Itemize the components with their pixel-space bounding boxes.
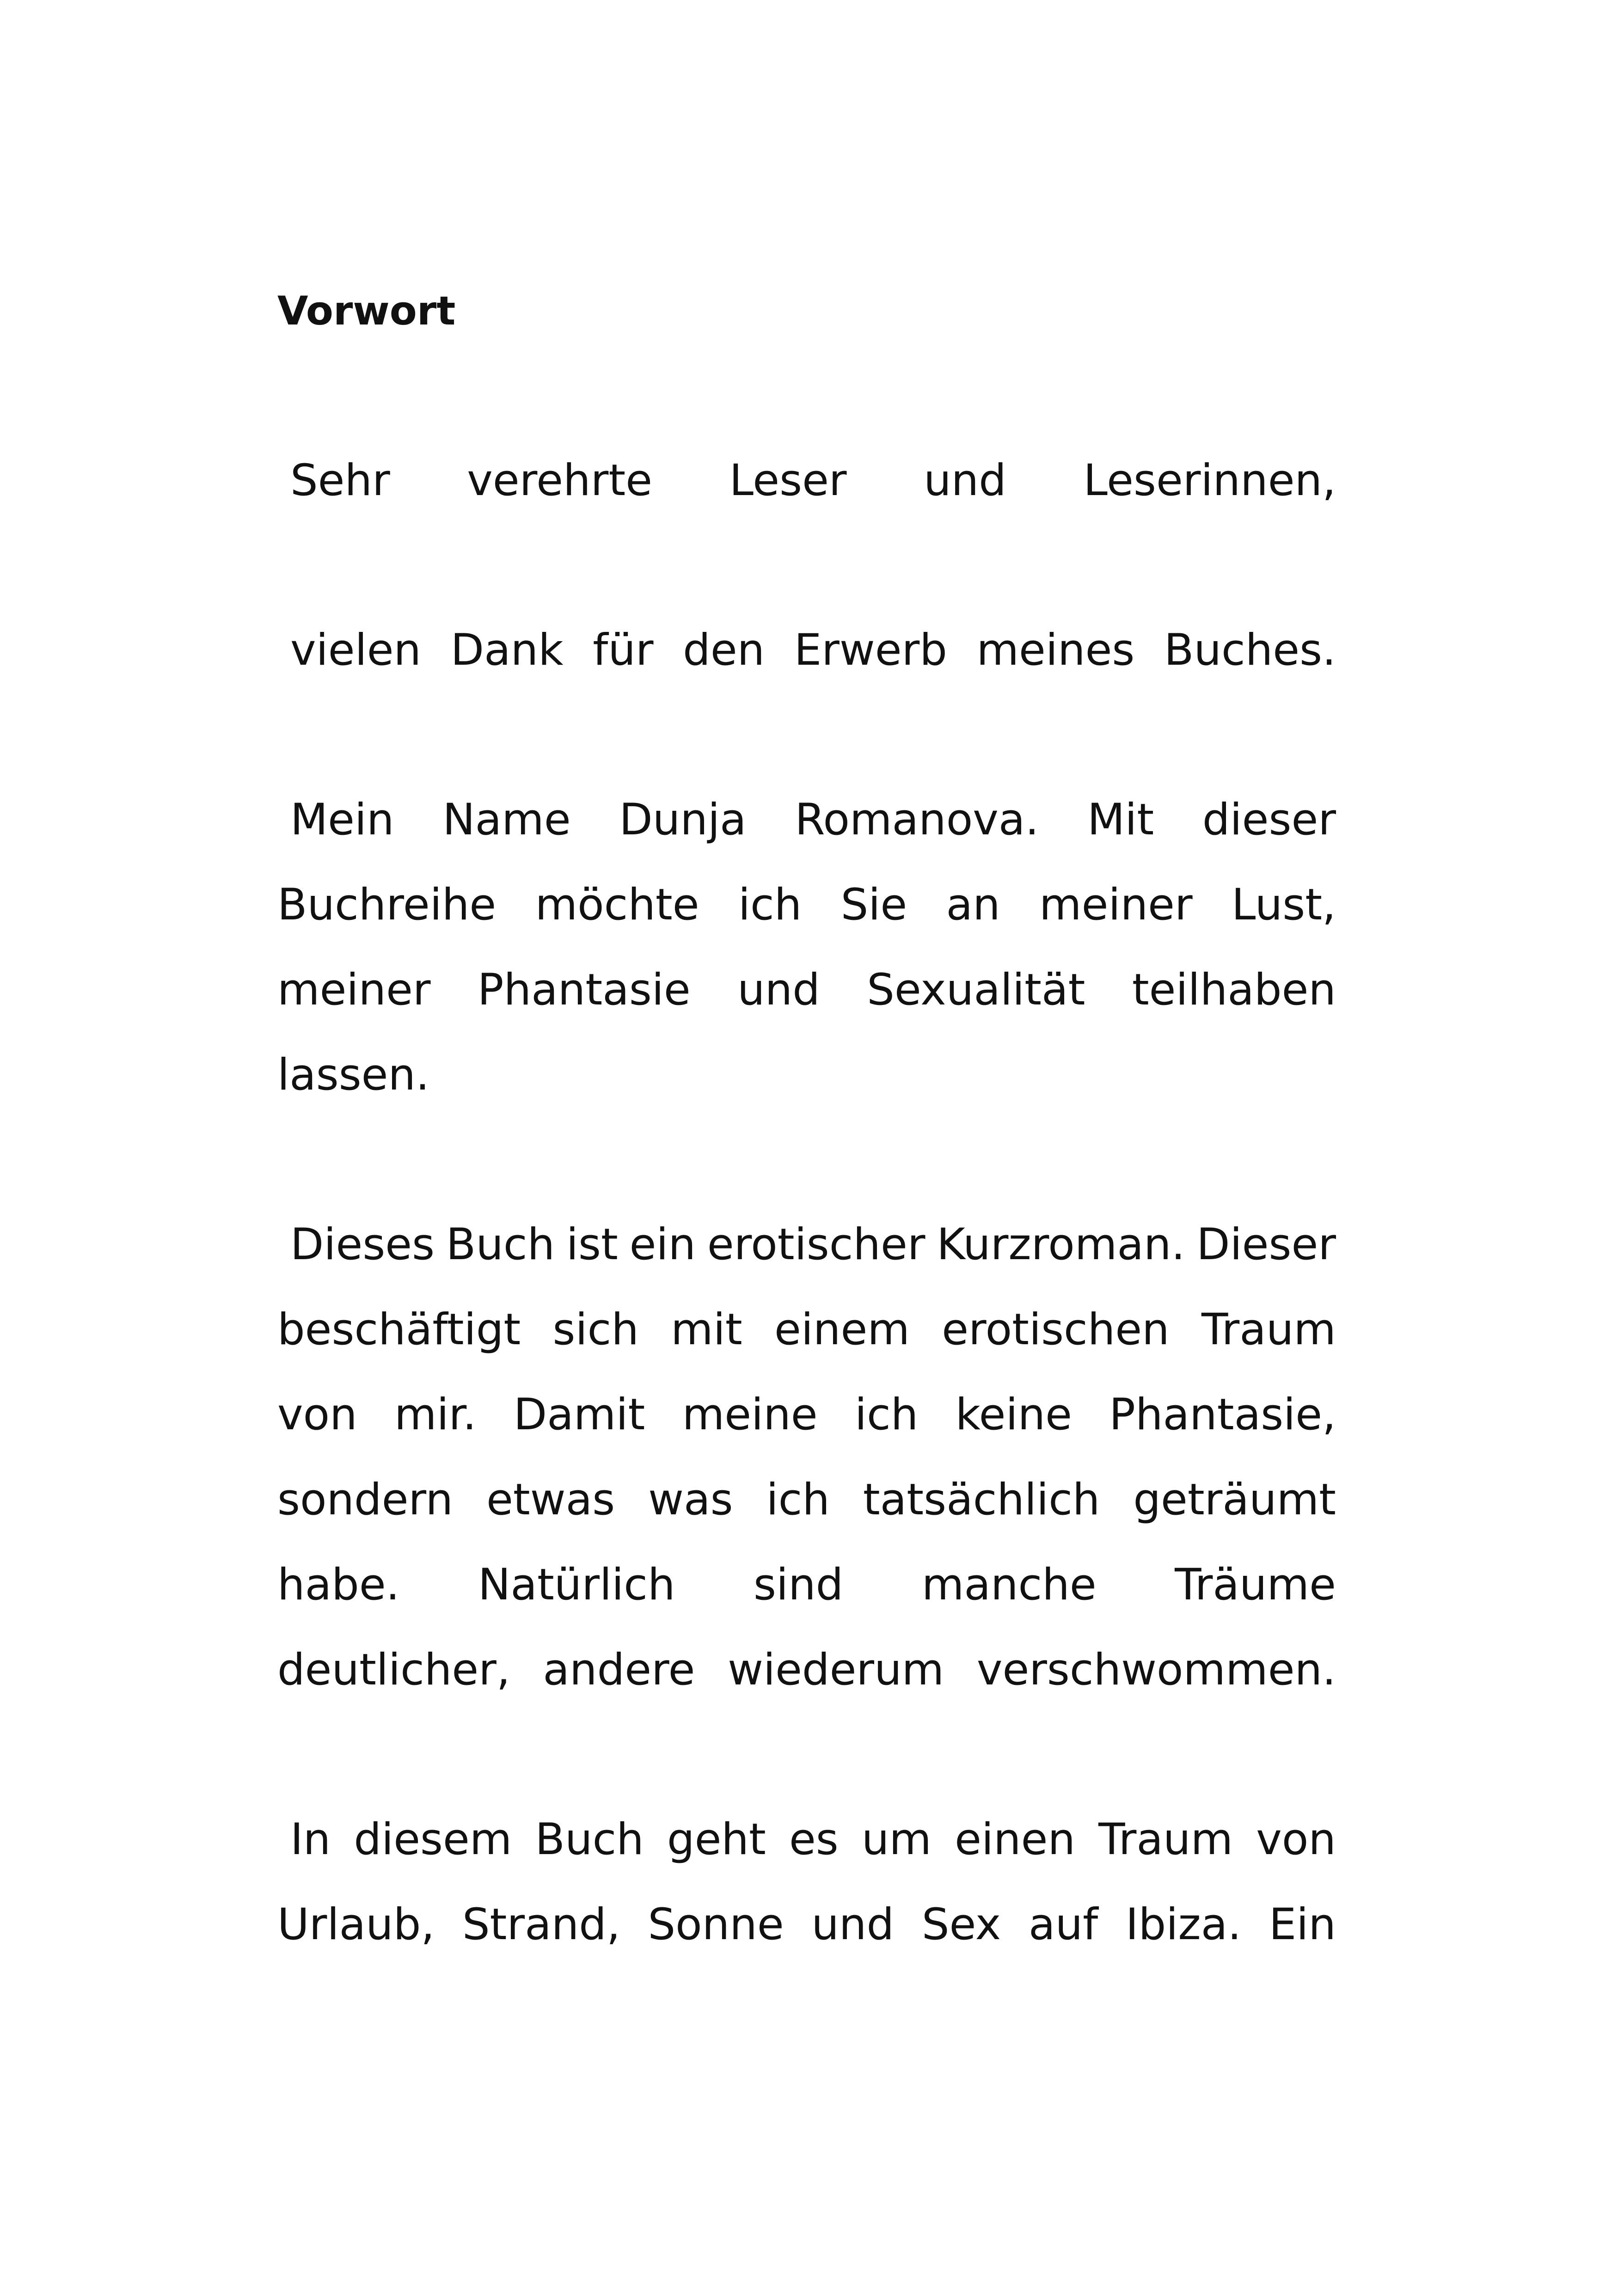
- word: Buches.: [1164, 625, 1336, 675]
- word: Sehr: [290, 455, 390, 506]
- word: ich: [854, 1390, 919, 1440]
- word: einem: [774, 1304, 910, 1355]
- word: den: [683, 625, 765, 675]
- word: und: [811, 1899, 895, 1950]
- word: habe.: [277, 1560, 400, 1610]
- word: Dunja: [619, 795, 747, 845]
- word: Träume: [1175, 1560, 1336, 1610]
- word: andere: [543, 1645, 695, 1695]
- word: von: [277, 1390, 357, 1440]
- word: sondern: [277, 1475, 454, 1525]
- word: möchte: [535, 880, 699, 930]
- word: Ibiza.: [1125, 1899, 1242, 1950]
- word: Buchreihe: [277, 880, 496, 930]
- word: Mit: [1087, 795, 1154, 845]
- word: Lust,: [1231, 880, 1336, 930]
- word: was: [648, 1475, 733, 1525]
- word: Kurzroman.: [937, 1219, 1185, 1270]
- word: vielen: [290, 625, 422, 675]
- word: Strand,: [462, 1899, 620, 1950]
- word: geht: [667, 1814, 766, 1865]
- text-line: [290, 1812, 1336, 1867]
- word: es: [789, 1814, 839, 1865]
- word: von: [1256, 1814, 1336, 1865]
- word: um: [861, 1814, 932, 1865]
- word: manche: [921, 1560, 1097, 1610]
- word: keine: [955, 1390, 1073, 1440]
- word: tatsächlich: [863, 1475, 1100, 1525]
- word: und: [737, 965, 820, 1015]
- text-line: [277, 1387, 1336, 1443]
- word: Sexualität: [867, 965, 1085, 1015]
- text-line: [277, 1557, 1336, 1613]
- text-line: [277, 1047, 1336, 1103]
- word: lassen.: [277, 1050, 429, 1100]
- word: Natürlich: [478, 1560, 675, 1610]
- word: Traum: [1098, 1814, 1233, 1865]
- word: ich: [766, 1475, 830, 1525]
- word: ein: [629, 1219, 696, 1270]
- word: beschäftigt: [277, 1304, 521, 1355]
- word: Buch: [535, 1814, 644, 1865]
- word: einen: [955, 1814, 1076, 1865]
- word: Urlaub,: [277, 1899, 435, 1950]
- word: teilhaben: [1132, 965, 1336, 1015]
- word: wiederum: [728, 1645, 944, 1695]
- word: Phantasie: [477, 965, 691, 1015]
- text-line: [290, 453, 1336, 508]
- word: meine: [682, 1390, 818, 1440]
- word: Traum: [1201, 1304, 1336, 1355]
- word: Name: [442, 795, 571, 845]
- word: etwas: [486, 1475, 615, 1525]
- word: diesem: [354, 1814, 512, 1865]
- word: sich: [552, 1304, 639, 1355]
- word: und: [924, 455, 1006, 506]
- word: sind: [754, 1560, 844, 1610]
- text-line: [290, 623, 1336, 678]
- text-line: [277, 962, 1336, 1018]
- word: Ein: [1269, 1899, 1336, 1950]
- word: meiner: [1039, 880, 1193, 930]
- word: dieser: [1202, 795, 1336, 845]
- word: Mein: [290, 795, 394, 845]
- text-line: [277, 1642, 1336, 1698]
- word: In: [290, 1814, 331, 1865]
- word: ist: [566, 1219, 618, 1270]
- chapter-heading: Vorwort: [277, 288, 456, 334]
- text-line: [290, 1217, 1336, 1273]
- word: erotischen: [942, 1304, 1170, 1355]
- word: Romanova.: [795, 795, 1039, 845]
- word: Sex: [921, 1899, 1001, 1950]
- word: Erwerb: [794, 625, 947, 675]
- word: ich: [738, 880, 802, 930]
- word: Leserinnen,: [1083, 455, 1336, 506]
- word: mit: [671, 1304, 742, 1355]
- word: verehrte: [467, 455, 653, 506]
- word: verschwommen.: [976, 1645, 1336, 1695]
- word: Sonne: [648, 1899, 784, 1950]
- word: Dieses: [290, 1219, 435, 1270]
- word: erotischer: [707, 1219, 925, 1270]
- text-line: [290, 792, 1336, 848]
- text-line: [277, 1302, 1336, 1358]
- word: Phantasie,: [1109, 1390, 1336, 1440]
- word: deutlicher,: [277, 1645, 510, 1695]
- word: für: [593, 625, 654, 675]
- word: Damit: [513, 1390, 645, 1440]
- word: meiner: [277, 965, 431, 1015]
- word: auf: [1028, 1899, 1098, 1950]
- text-line: [277, 1472, 1336, 1528]
- word: mir.: [394, 1390, 477, 1440]
- word: geträumt: [1133, 1475, 1336, 1525]
- word: Dieser: [1196, 1219, 1336, 1270]
- word: Leser: [729, 455, 847, 506]
- text-line: [277, 877, 1336, 933]
- word: Buch: [446, 1219, 555, 1270]
- word: Sie: [840, 880, 907, 930]
- word: Dank: [450, 625, 564, 675]
- word: an: [946, 880, 1000, 930]
- text-line: [277, 1897, 1336, 1953]
- word: meines: [976, 625, 1135, 675]
